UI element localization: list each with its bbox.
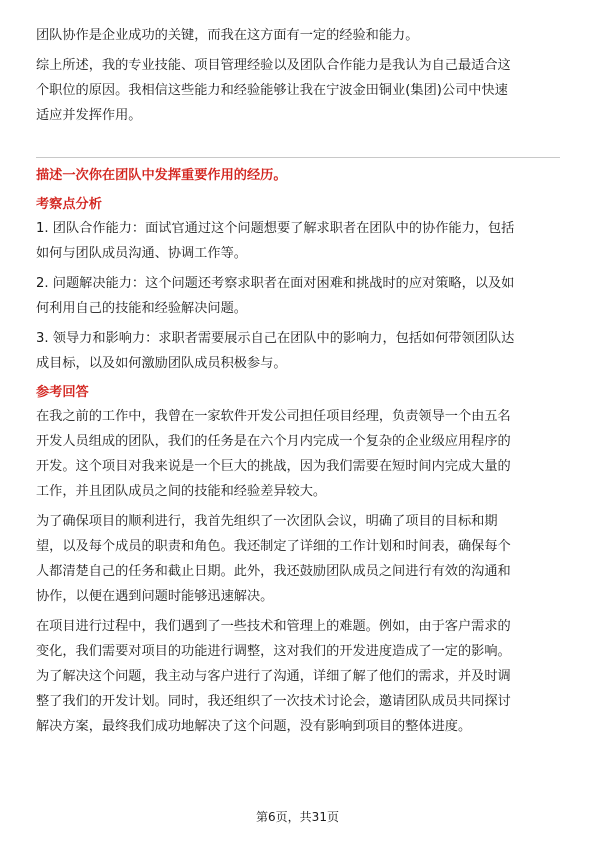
intro-paragraph-2-line-2: 个职位的原因。我相信这些能力和经验能够让我在宁波金田铜业(集团)公司中快速 <box>36 83 508 98</box>
answer-p1-line-3: 开发。这个项目对我来说是一个巨大的挑战，因为我们需要在短时间内完成大量的 <box>36 459 511 474</box>
analysis-item-3-line-2: 成目标，以及如何激励团队成员积极参与。 <box>36 356 287 371</box>
page-number-footer: 第6页，共31页 <box>256 810 339 824</box>
answer-p3-line-2: 变化，我们需要对项目的功能进行调整，这对我们的开发进度造成了一定的影响。 <box>36 644 511 659</box>
section-divider <box>36 157 560 158</box>
answer-p1-line-1: 在我之前的工作中，我曾在一家软件开发公司担任项目经理，负责领导一个由五名 <box>36 409 511 424</box>
intro-section <box>36 0 560 128</box>
intro-paragraph-2-line-1: 综上所述，我的专业技能、项目管理经验以及团队合作能力是我认为自己最适合这 <box>36 58 511 73</box>
answer-p2-line-4: 协作，以便在遇到问题时能够迅速解决。 <box>36 589 274 604</box>
analysis-item-2-line-1: 2. 问题解决能力：这个问题还考察求职者在面对困难和挑战时的应对策略，以及如 <box>36 276 515 291</box>
analysis-item-2-line-2: 何利用自己的技能和经验解决问题。 <box>36 301 247 316</box>
answer-p2-line-2: 望，以及每个成员的职责和角色。我还制定了详细的工作计划和时间表，确保每个 <box>36 539 511 554</box>
analysis-heading: 考察点分析 <box>36 197 102 212</box>
answer-p3-line-3: 为了解决这个问题，我主动与客户进行了沟通，详细了解了他们的需求，并及时调 <box>36 669 511 684</box>
answer-p1-line-4: 工作，并且团队成员之间的技能和经验差异较大。 <box>36 484 327 499</box>
answer-paragraph <box>36 614 560 739</box>
answer-p2-line-3: 人都清楚自己的任务和截止日期。此外，我还鼓励团队成员之间进行有效的沟通和 <box>36 564 511 579</box>
answer-p2-line-1: 为了确保项目的顺利进行，我首先组织了一次团队会议，明确了项目的目标和期 <box>36 514 498 529</box>
answer-p3-line-4: 整了我们的开发计划。同时，我还组织了一次技术讨论会，邀请团队成员共同探讨 <box>36 694 511 709</box>
analysis-item-1-line-1: 1. 团队合作能力：面试官通过这个问题想要了解求职者在团队中的协作能力，包括 <box>36 221 515 236</box>
intro-paragraph-2-line-3: 适应并发挥作用。 <box>36 108 142 123</box>
answer-p1-line-2: 开发人员组成的团队，我们的任务是在六个月内完成一个复杂的企业级应用程序的 <box>36 434 511 449</box>
answer-paragraph <box>36 509 560 609</box>
answer-p3-line-5: 解决方案，最终我们成功地解决了这个问题，没有影响到项目的整体进度。 <box>36 719 472 734</box>
analysis-item-1-line-2: 如何与团队成员沟通、协调工作等。 <box>36 246 247 261</box>
answer-p3-line-1: 在项目进行过程中，我们遇到了一些技术和管理上的难题。例如，由于客户需求的 <box>36 619 511 634</box>
answer-heading: 参考回答 <box>36 385 89 400</box>
analysis-item <box>36 271 560 321</box>
question-body <box>36 194 560 739</box>
analysis-item-3-line-1: 3. 领导力和影响力：求职者需要展示自己在团队中的影响力，包括如何带领团队达 <box>36 331 515 346</box>
question-title: 描述一次你在团队中发挥重要作用的经历。 <box>36 168 287 183</box>
answer-paragraph <box>36 404 560 504</box>
analysis-item <box>36 216 560 266</box>
analysis-item <box>36 326 560 376</box>
intro-paragraph-1: 团队协作是企业成功的关键，而我在这方面有一定的经验和能力。 <box>36 28 419 43</box>
